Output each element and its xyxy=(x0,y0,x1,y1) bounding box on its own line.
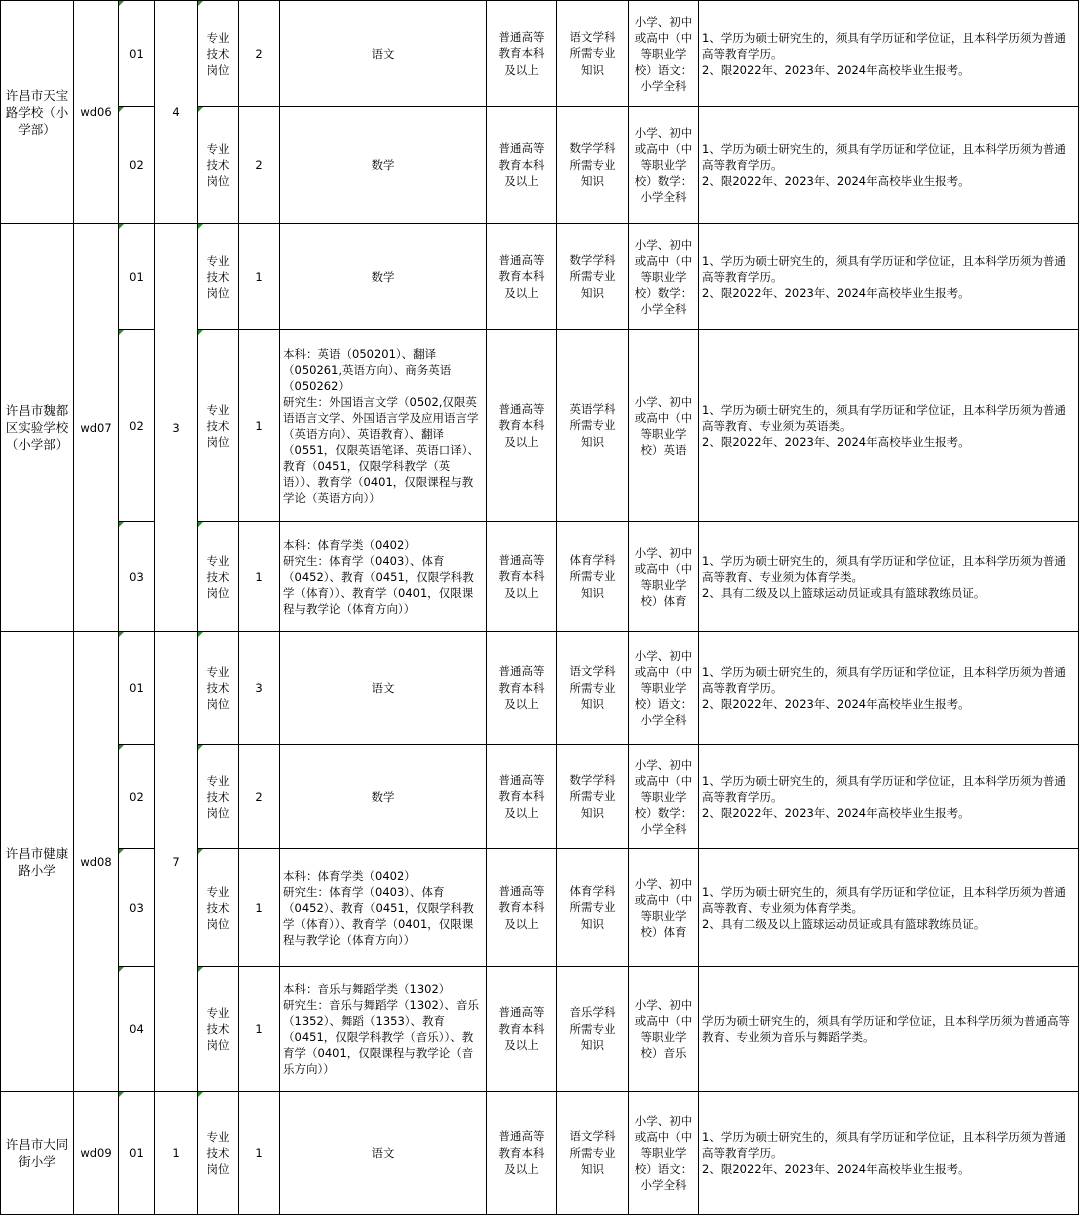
major-requirement: 数学 xyxy=(280,224,487,330)
certificate-requirement xyxy=(629,1,699,107)
unit-total: 7 xyxy=(155,632,198,1092)
position-count: 2 xyxy=(239,107,280,224)
certificate-requirement-text: 小学、初中或高中（中等职业学校）音乐 xyxy=(634,998,693,1060)
table-row xyxy=(1,1,1079,107)
table-body xyxy=(1,1,1079,1215)
position-type-text: 专业技术岗位 xyxy=(206,1006,230,1052)
position-count: 1 xyxy=(239,1092,280,1215)
position-code: 02 xyxy=(119,107,155,224)
education-requirement xyxy=(487,1092,557,1215)
certificate-requirement-text: 小学、初中或高中（中等职业学校）数学：小学全科 xyxy=(634,126,693,204)
education-requirement-text: 普通高等教育本科及以上 xyxy=(498,401,545,449)
education-requirement xyxy=(487,522,557,632)
unit-code: wd07 xyxy=(74,224,119,632)
exam-subject-text: 数学学科所需专业知识 xyxy=(569,252,616,300)
exam-subject xyxy=(557,1,629,107)
certificate-requirement xyxy=(629,745,699,849)
other-requirements xyxy=(699,745,1079,849)
position-type-text: 专业技术岗位 xyxy=(206,30,230,77)
other-requirements-text: 学历为硕士研究生的，须具有学历证和学位证，且本科学历须为普通高等教育、专业须为音乐与舞蹈学类。 xyxy=(702,1014,1070,1044)
major-requirement: 数学 xyxy=(280,745,487,849)
education-requirement-text: 普通高等教育本科及以上 xyxy=(498,252,545,300)
other-requirements-text: 1、学历为硕士研究生的，须具有学历证和学位证，且本科学历须为普通高等教育、专业须为体育学类。 2、具有二级及以上篮球运动员证或具有篮球教练员证。 xyxy=(702,553,1066,600)
unit-total: 1 xyxy=(155,1092,198,1215)
unit-total: 3 xyxy=(155,224,198,632)
exam-subject xyxy=(557,330,629,522)
exam-subject-text: 体育学科所需专业知识 xyxy=(569,552,616,600)
position-code: 01 xyxy=(119,1092,155,1215)
unit-code: wd08 xyxy=(74,632,119,1092)
position-type xyxy=(198,1092,239,1215)
position-type-text: 专业技术岗位 xyxy=(206,884,230,931)
major-requirement-text: 本科：英语（050201）、翻译（050261,英语方向）、商务英语（050262） 研究生：外国语言文学（0502,仅限英语语言文学、外国语言学及应用语言学（英语方向）、英语教育）、翻译（0551，仅限英语笔译、英语口译）、教育（0451，仅限学科教学（英语））、教育学（0401，仅限课程与教学论（英语方向）） xyxy=(283,346,480,505)
table-row xyxy=(1,224,1079,330)
other-requirements xyxy=(699,107,1079,224)
position-code: 03 xyxy=(119,522,155,632)
education-requirement-text: 普通高等教育本科及以上 xyxy=(498,883,545,931)
position-type xyxy=(198,522,239,632)
position-type xyxy=(198,849,239,967)
position-type-text: 专业技术岗位 xyxy=(206,665,230,711)
education-requirement xyxy=(487,1,557,107)
education-requirement-text: 普通高等教育本科及以上 xyxy=(498,1129,545,1177)
exam-subject xyxy=(557,632,629,745)
unit-name: 许昌市大同街小学 xyxy=(1,1092,74,1215)
position-type-text: 专业技术岗位 xyxy=(206,1130,230,1176)
unit-name: 许昌市魏都区实验学校（小学部） xyxy=(1,224,74,632)
unit-code: wd06 xyxy=(74,1,119,224)
exam-subject xyxy=(557,224,629,330)
major-requirement: 语文 xyxy=(280,632,487,745)
position-type-text: 专业技术岗位 xyxy=(206,553,230,600)
table-row xyxy=(1,632,1079,745)
certificate-requirement-text: 小学、初中或高中（中等职业学校）语文：小学全科 xyxy=(634,649,693,727)
position-code: 02 xyxy=(119,745,155,849)
education-requirement-text: 普通高等教育本科及以上 xyxy=(498,552,545,600)
exam-subject-text: 语文学科所需专业知识 xyxy=(569,664,616,712)
certificate-requirement-text: 小学、初中或高中（中等职业学校）数学：小学全科 xyxy=(634,237,693,316)
other-requirements xyxy=(699,967,1079,1092)
other-requirements-text: 1、学历为硕士研究生的，须具有学历证和学位证，且本科学历须为普通高等教育学历。 2、限2022年、2023年、2024年高校毕业生报考。 xyxy=(702,253,1066,300)
exam-subject xyxy=(557,967,629,1092)
exam-subject-text: 英语学科所需专业知识 xyxy=(569,401,616,449)
position-type xyxy=(198,632,239,745)
major-requirement-text: 本科：音乐与舞蹈学类（1302） 研究生：音乐与舞蹈学（1302）、音乐（1352）、舞蹈（1353）、教育（0451，仅限学科教学（音乐））、教育学（0401，仅限课程与教学论（音乐方向）） xyxy=(283,982,480,1076)
major-requirement-text: 本科：体育学类（0402） 研究生：体育学（0403）、体育（0452）、教育（0451，仅限学科教学（体育））、教育学（0401，仅限课程与教学论（体育方向）） xyxy=(283,868,474,947)
education-requirement-text: 普通高等教育本科及以上 xyxy=(498,1005,545,1053)
exam-subject xyxy=(557,107,629,224)
unit-name: 许昌市天宝路学校（小学部） xyxy=(1,1,74,224)
certificate-requirement-text: 小学、初中或高中（中等职业学校）英语 xyxy=(634,394,693,457)
major-requirement xyxy=(280,849,487,967)
position-count: 3 xyxy=(239,632,280,745)
education-requirement xyxy=(487,224,557,330)
certificate-requirement-text: 小学、初中或高中（中等职业学校）体育 xyxy=(634,876,693,939)
education-requirement-text: 普通高等教育本科及以上 xyxy=(498,29,545,77)
exam-subject-text: 体育学科所需专业知识 xyxy=(569,883,616,931)
exam-subject xyxy=(557,745,629,849)
certificate-requirement xyxy=(629,330,699,522)
other-requirements-text: 1、学历为硕士研究生的，须具有学历证和学位证，且本科学历须为普通高等教育、专业须为体育学类。 2、具有二级及以上篮球运动员证或具有篮球教练员证。 xyxy=(702,884,1066,931)
education-requirement xyxy=(487,745,557,849)
position-type xyxy=(198,330,239,522)
certificate-requirement xyxy=(629,107,699,224)
education-requirement-text: 普通高等教育本科及以上 xyxy=(498,664,545,712)
exam-subject xyxy=(557,849,629,967)
other-requirements-text: 1、学历为硕士研究生的，须具有学历证和学位证，且本科学历须为普通高等教育学历。 2、限2022年、2023年、2024年高校毕业生报考。 xyxy=(702,773,1066,820)
other-requirements xyxy=(699,1,1079,107)
other-requirements xyxy=(699,1092,1079,1215)
major-requirement-text: 本科：体育学类（0402） 研究生：体育学（0403）、体育（0452）、教育（0451，仅限学科教学（体育））、教育学（0401，仅限课程与教学论（体育方向）） xyxy=(283,537,474,616)
certificate-requirement-text: 小学、初中或高中（中等职业学校）语文：小学全科 xyxy=(634,1114,693,1192)
major-requirement: 语文 xyxy=(280,1092,487,1215)
certificate-requirement xyxy=(629,224,699,330)
other-requirements xyxy=(699,522,1079,632)
unit-name: 许昌市健康路小学 xyxy=(1,632,74,1092)
position-type xyxy=(198,745,239,849)
certificate-requirement xyxy=(629,522,699,632)
education-requirement xyxy=(487,330,557,522)
exam-subject xyxy=(557,1092,629,1215)
education-requirement xyxy=(487,849,557,967)
position-count: 1 xyxy=(239,330,280,522)
position-type-text: 专业技术岗位 xyxy=(206,142,230,188)
exam-subject-text: 数学学科所需专业知识 xyxy=(569,141,616,189)
position-code: 01 xyxy=(119,1,155,107)
education-requirement-text: 普通高等教育本科及以上 xyxy=(498,141,545,189)
certificate-requirement-text: 小学、初中或高中（中等职业学校）体育 xyxy=(634,545,693,608)
position-count: 1 xyxy=(239,849,280,967)
major-requirement: 语文 xyxy=(280,1,487,107)
position-count: 2 xyxy=(239,745,280,849)
certificate-requirement xyxy=(629,632,699,745)
position-count: 1 xyxy=(239,224,280,330)
position-code: 01 xyxy=(119,632,155,745)
position-count: 1 xyxy=(239,522,280,632)
other-requirements xyxy=(699,224,1079,330)
position-type-text: 专业技术岗位 xyxy=(206,253,230,300)
other-requirements-text: 1、学历为硕士研究生的，须具有学历证和学位证，且本科学历须为普通高等教育学历。 2、限2022年、2023年、2024年高校毕业生报考。 xyxy=(702,665,1066,711)
exam-subject-text: 语文学科所需专业知识 xyxy=(569,29,616,77)
certificate-requirement xyxy=(629,967,699,1092)
education-requirement xyxy=(487,107,557,224)
education-requirement xyxy=(487,967,557,1092)
table-row xyxy=(1,1092,1079,1215)
exam-subject xyxy=(557,522,629,632)
certificate-requirement xyxy=(629,1092,699,1215)
exam-subject-text: 音乐学科所需专业知识 xyxy=(569,1005,616,1053)
position-type xyxy=(198,1,239,107)
position-count: 1 xyxy=(239,967,280,1092)
unit-code: wd09 xyxy=(74,1092,119,1215)
certificate-requirement-text: 小学、初中或高中（中等职业学校）语文：小学全科 xyxy=(634,14,693,93)
major-requirement xyxy=(280,522,487,632)
other-requirements-text: 1、学历为硕士研究生的，须具有学历证和学位证，且本科学历须为普通高等教育学历。 2、限2022年、2023年、2024年高校毕业生报考。 xyxy=(702,30,1066,77)
position-type xyxy=(198,224,239,330)
unit-total: 4 xyxy=(155,1,198,224)
position-type xyxy=(198,107,239,224)
position-code: 02 xyxy=(119,330,155,522)
position-count: 2 xyxy=(239,1,280,107)
other-requirements-text: 1、学历为硕士研究生的，须具有学历证和学位证，且本科学历须为普通高等教育学历。 2、限2022年、2023年、2024年高校毕业生报考。 xyxy=(702,1130,1066,1176)
other-requirements-text: 1、学历为硕士研究生的，须具有学历证和学位证，且本科学历须为普通高等教育、专业须为英语类。 2、限2022年、2023年、2024年高校毕业生报考。 xyxy=(702,402,1066,449)
position-code: 01 xyxy=(119,224,155,330)
certificate-requirement-text: 小学、初中或高中（中等职业学校）数学：小学全科 xyxy=(634,757,693,836)
other-requirements xyxy=(699,632,1079,745)
other-requirements xyxy=(699,849,1079,967)
position-code: 03 xyxy=(119,849,155,967)
major-requirement xyxy=(280,330,487,522)
exam-subject-text: 语文学科所需专业知识 xyxy=(569,1129,616,1177)
major-requirement xyxy=(280,967,487,1092)
position-type-text: 专业技术岗位 xyxy=(206,402,230,449)
education-requirement xyxy=(487,632,557,745)
other-requirements-text: 1、学历为硕士研究生的，须具有学历证和学位证，且本科学历须为普通高等教育学历。 2、限2022年、2023年、2024年高校毕业生报考。 xyxy=(702,142,1066,188)
exam-subject-text: 数学学科所需专业知识 xyxy=(569,772,616,820)
education-requirement-text: 普通高等教育本科及以上 xyxy=(498,772,545,820)
major-requirement: 数学 xyxy=(280,107,487,224)
certificate-requirement xyxy=(629,849,699,967)
position-type xyxy=(198,967,239,1092)
other-requirements xyxy=(699,330,1079,522)
position-type-text: 专业技术岗位 xyxy=(206,773,230,820)
position-code: 04 xyxy=(119,967,155,1092)
